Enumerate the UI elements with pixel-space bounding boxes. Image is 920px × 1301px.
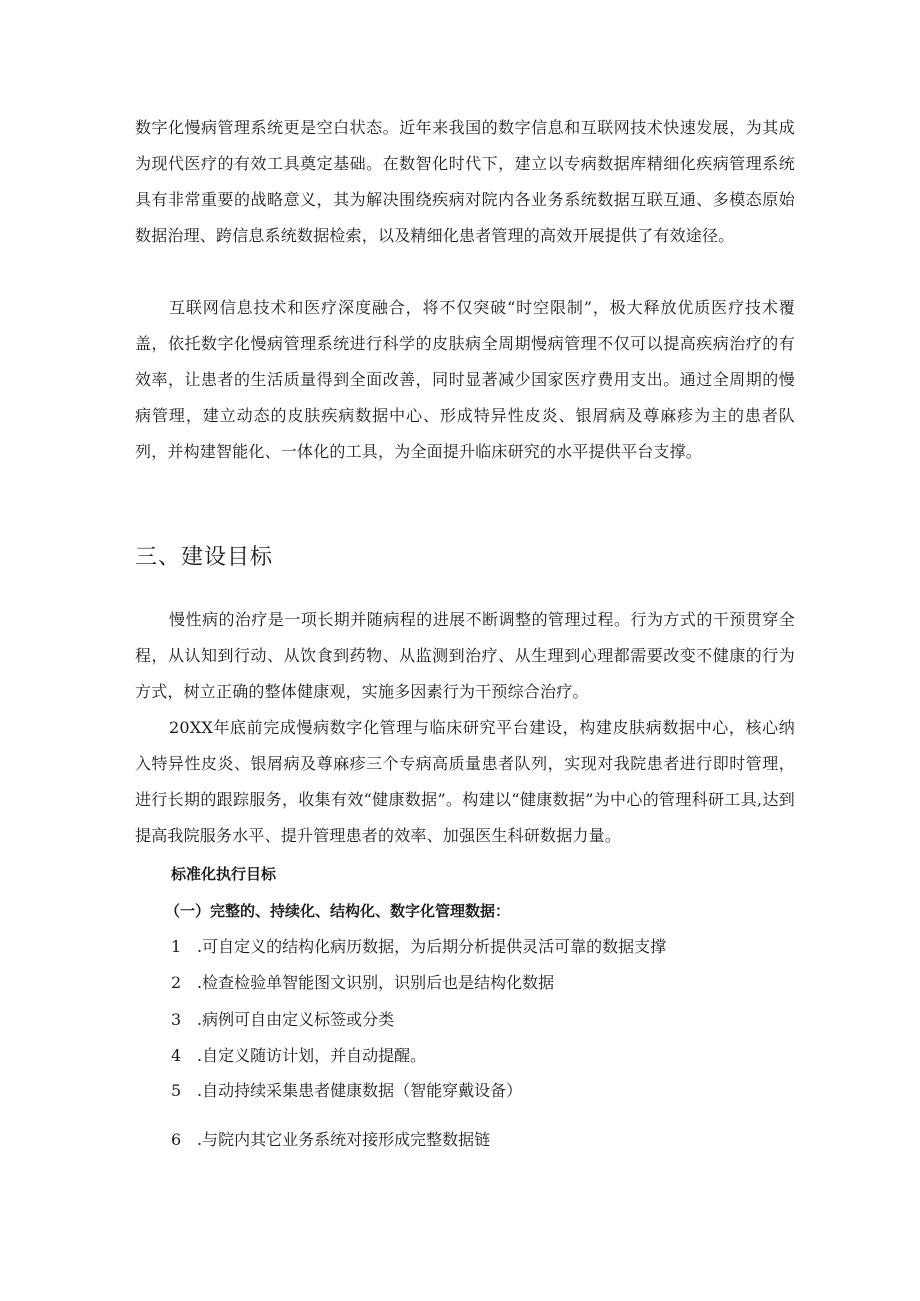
list-item-text: .可自定义的结构化病历数据，为后期分析提供灵活可靠的数据支撑 (197, 937, 667, 956)
list-item-text: .与院内其它业务系统对接形成完整数据链 (197, 1130, 491, 1149)
paragraph-internet-medicine: 互联网信息技术和医疗深度融合，将不仅突破“时空限制”，极大释放优质医疗技术覆盖，依托数字化慢病管理系统进行科学的皮肤病全周期慢病管理不仅可以提高疾病治疗的有效率，让患者的生活质量得到全面改善，同时显著减少国家医疗费用支出。通过全周期的慢病管理，建立动态的皮肤疾病数据中心、形成特异性皮炎、银屑病及尊麻疹为主的患者队列，并构建智能化、一体化的工具，为全面提升临床研究的水平提供平台支撑。 (135, 298, 795, 461)
list-item-number: 3 (171, 1010, 182, 1029)
list-item (171, 1078, 522, 1104)
list-item-number: 5 (171, 1081, 182, 1100)
list-item (171, 970, 554, 996)
list-item-number: 4 (171, 1046, 182, 1065)
list-item-text: .自定义随访计划，并自动提醒。 (197, 1046, 427, 1065)
list-item (171, 1007, 394, 1033)
list-item (171, 1127, 490, 1153)
list-item-text: .自动持续采集患者健康数据（智能穿戴设备） (197, 1081, 523, 1100)
list-item (171, 934, 666, 960)
list-item-text: .病例可自由定义标签或分类 (197, 1010, 395, 1029)
paragraph-platform-goal: 20XX年底前完成慢病数字化管理与临床研究平台建设，构建皮肤病数据中心，核心纳入特异性皮炎、银屑病及尊麻疹三个专病高质量患者队列，实现对我院患者进行即时管理，进行长期的跟踪服务，收集有效“健康数据”。构建以“健康数据”为中心的管理科研工具,达到提高我院服务水平、提升管理患者的效率、加强医生科研数据力量。 (135, 718, 795, 845)
list-item (171, 1043, 426, 1069)
paragraph-chronic-disease: 慢性病的治疗是一项长期并随病程的进展不断调整的管理过程。行为方式的干预贯穿全程，从认知到行动、从饮食到药物、从监测到治疗、从生理到心理都需要改变不健康的行为方式，树立正确的整体健康观，实施多因素行为干预综合治疗。 (135, 610, 795, 701)
list-item-number: 6 (171, 1130, 182, 1149)
section-heading: 三、建设目标 (135, 545, 274, 570)
paragraph-intro-continued: 数字化慢病管理系统更是空白状态。近年来我国的数字信息和互联网技术快速发展，为其成为现代医疗的有效工具奠定基础。在数智化时代下，建立以专病数据库精细化疾病管理系统具有非常重要的战略意义，其为解决围绕疾病对院内各业务系统数据互联互通、多模态原始数据治理、跨信息系统数据检索，以及精细化患者管理的高效开展提供了有效途径。 (135, 118, 795, 245)
list-item-number: 2 (171, 973, 182, 992)
subheading-standard-goals: 标准化执行目标 (171, 865, 277, 883)
list-item-text: .检查检验单智能图文识别，识别后也是结构化数据 (197, 973, 555, 992)
subsection-title: （一）完整的、持续化、结构化、数字化管理数据： (165, 902, 511, 920)
list-item-number: 1 (171, 937, 182, 956)
